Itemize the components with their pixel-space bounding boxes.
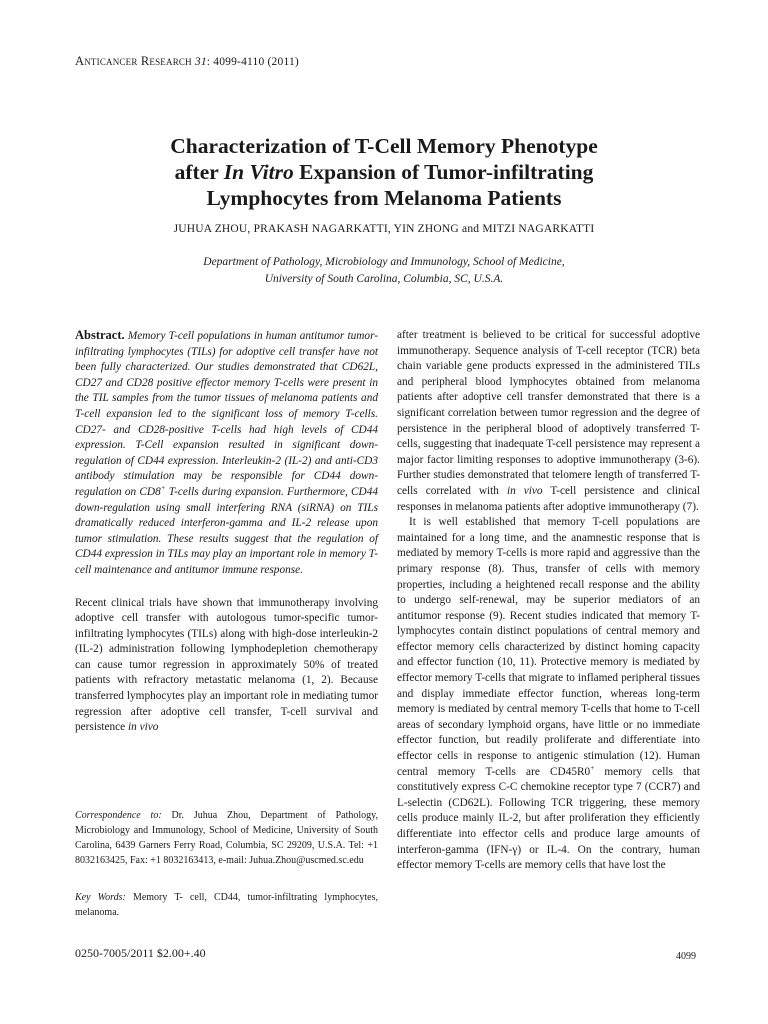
left-column xyxy=(75,328,378,736)
correspondence-text: Dr. Juhua Zhou, Department of Pathology, Microbiology and Immunology, School of Medicine, University of South Carolina, 6439 Garners Ferry Road, Columbia, SC 29209, U.S.A. Tel: +1 8032163425, Fax: +1 8032163413, e-mail: Juhua.Zhou@uscmed.sc.edu xyxy=(75,810,378,866)
authors-last: MITZI NAGARKATTI xyxy=(482,223,595,235)
title-line-2-pre: after xyxy=(174,160,224,184)
page-number: 4099 xyxy=(676,951,696,962)
abstract xyxy=(75,328,378,579)
correspondence-label: Correspondence to: xyxy=(75,810,162,821)
title-line-3: Lymphocytes from Melanoma Patients xyxy=(206,186,562,210)
authors-and: and xyxy=(462,223,480,235)
correspondence-note xyxy=(75,808,378,868)
key-words-text: Memory T- cell, CD44, tumor-infiltrating lymphocytes, melanoma. xyxy=(75,892,379,918)
article-title xyxy=(100,133,668,211)
journal-pages-year: : 4099-4110 (2011) xyxy=(206,56,299,68)
right-p2-a: It is well established that memory T-cell populations are maintained for a long time, and the anamnestic response that is mediated by memory T-cells is more rapid and aggressive than the primary response (8). Thus, transfer of cells with memory properties, including a heightened recall response and the ability to undergo self-renewal, may be superior mediators of an antitumor response (9). Recent studies indicated that memory T-lymphocytes contain distinct populations of central memory and effector memory cells characterized by distinct homing capacity and effector function (10, 11). Protective memory is mediated by effector memory T-cells that migrate to inflamed peripheral tissues and display immediate effector function, whereas long-term memory is mediated by central memory T-cells that home to T-cell areas of secondary lymphoid organs, have little or no immediate effector function, but readily proliferate and differentiate into effector cells in response to antigenic stimulation (12). Human central memory T-cells are CD45R0 xyxy=(397,516,700,778)
authors-main: JUHUA ZHOU, PRAKASH NAGARKATTI, YIN ZHONG xyxy=(173,223,459,235)
key-words-note xyxy=(75,890,378,920)
running-head xyxy=(75,54,299,69)
affiliation-line-2: University of South Carolina, Columbia, SC, U.S.A. xyxy=(264,273,504,285)
author-list xyxy=(100,223,668,235)
right-paragraph-1 xyxy=(397,328,700,515)
affiliation xyxy=(100,254,668,288)
right-p1-a: after treatment is believed to be critical for successful adoptive immunotherapy. Sequence analysis of T-cell receptor (TCR) beta chain variable gene products expressed in the administered TILs and peripheral blood lymphocytes obtained from melanoma patients after adoptive cell transfer demonstrated that there is a significant correlation between tumor regression and the degree of persistence in the peripheral blood of adoptively transferred T-cells, suggesting that inadequate T-cell persistence may represent a major factor limiting responses to adoptive immunotherapy (3-6). Further studies demonstrated that telomere length of transferred T-cells correlated with xyxy=(397,329,700,497)
right-p2-b: memory cells that constitutively express C-C chemokine receptor type 7 (CCR7) and L-selectin (CD62L). Following TCR triggering, these memory cells produce mainly IL-2, but after proliferation they efficiently differentiate into effector cells and produce large amounts of interferon-gamma (IFN-γ) or IL-4. On the contrary, human effector memory T-cells are memory cells that have lost the xyxy=(397,765,700,872)
intro-italic-end: in vivo xyxy=(128,721,159,734)
right-p1-italic: in vivo xyxy=(506,484,543,497)
journal-volume: 31 xyxy=(194,56,207,68)
title-line-2-italic: In Vitro xyxy=(223,160,294,184)
intro-text: Recent clinical trials have shown that immunotherapy involving adoptive cell transfer with autologous tumor-specific tumor-infiltrating lymphocytes (TILs) along with high-dose interleukin-2 (IL-2) administration following lymphodepletion chemotherapy can cause tumor regression in approximately 50% of treated patients with refractory metastatic melanoma (1, 2). Because transferred lymphocytes play an important role in mediating tumor regression after adoptive cell transfer, T-cell survival and persistence xyxy=(75,596,378,734)
abstract-text-a: Memory T-cell populations in human antitumor tumor-infiltrating lymphocytes (TILs) for adoptive cell transfer have not been fully characterized. Our studies demonstrated that CD62L, CD27 and CD28 positive effector memory T-cells were present in the TIL samples from the tumor tissues of melanoma patients and T-cell expansion led to the significant loss of memory T-cells. CD27- and CD28-positive T-cells had high levels of CD44 expression. T-Cell expansion resulted in significant down-regulation of CD44 expression. Interleukin-2 (IL-2) and anti-CD3 antibody stimulation may be responsible for CD44 down-regulation on CD8 xyxy=(75,330,378,498)
title-line-1: Characterization of T-Cell Memory Phenotype xyxy=(170,134,598,158)
right-p1-b: T-cell persistence and clinical responses in melanoma patients after adoptive immunotherapy (7). xyxy=(397,484,700,513)
right-column xyxy=(397,328,700,874)
right-p2-superscript: + xyxy=(590,763,595,772)
title-line-2 xyxy=(100,159,668,185)
issn-price: 0250-7005/2011 $2.00+.40 xyxy=(75,946,206,960)
journal-name: Anticancer Research xyxy=(75,54,192,68)
affiliation-line-1: Department of Pathology, Microbiology and Immunology, School of Medicine, xyxy=(203,256,565,268)
abstract-label: Abstract. xyxy=(75,328,125,342)
abstract-superscript: + xyxy=(160,484,166,493)
abstract-text-b: T-cells during expansion. Furthermore, CD44 down-regulation using small interfering RNA (siRNA) on TILs dramatically reduced interferon-gamma and IL-2 release upon tumor stimulation. These results suggest that the regulation of CD44 expression in TILs may play an important role in memory T-cell maintenance and antitumor immune response. xyxy=(75,485,378,576)
intro-paragraph xyxy=(75,596,378,736)
key-words-label: Key Words: xyxy=(75,892,126,903)
title-line-2-post: Expansion of Tumor-infiltrating xyxy=(293,160,594,184)
right-paragraph-2 xyxy=(397,515,700,874)
